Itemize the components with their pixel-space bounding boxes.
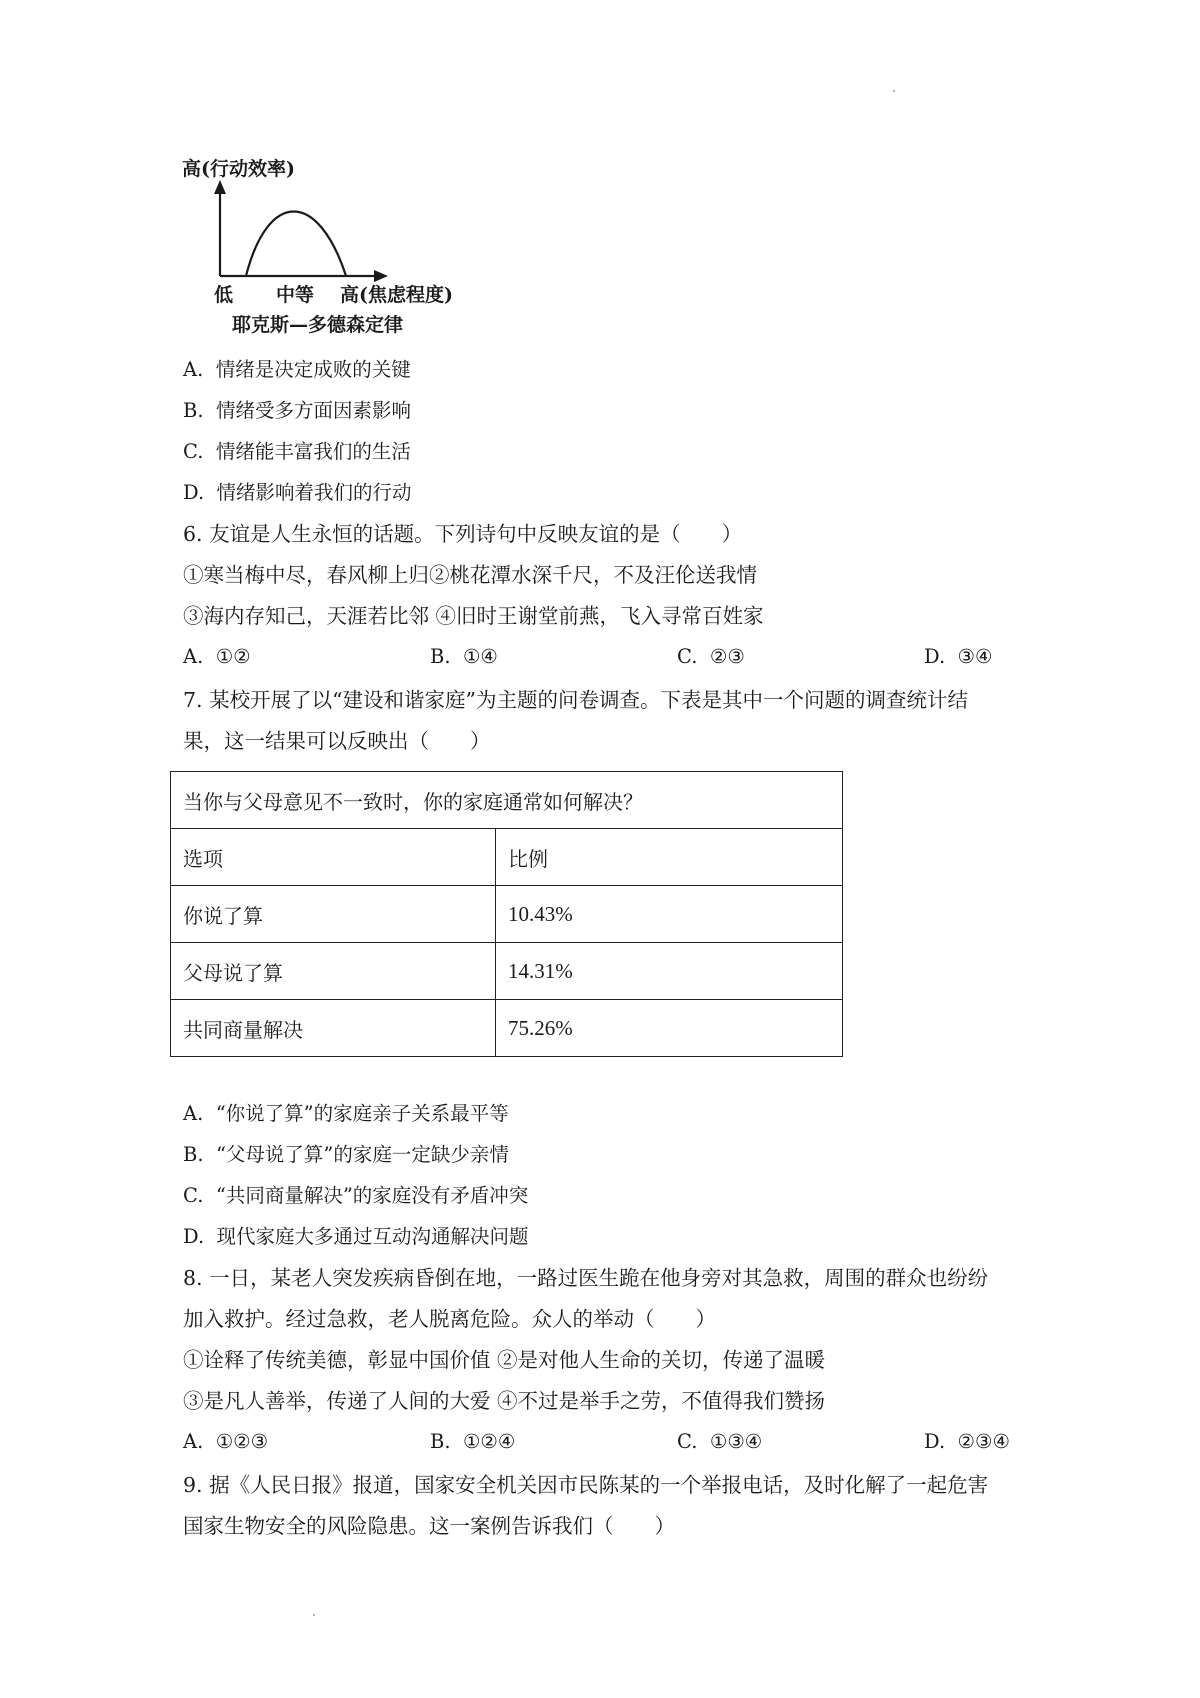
q5-option-b [183,397,411,425]
choice-letter: B. [430,1430,451,1453]
q8-choice-d [924,1428,1010,1456]
table-header-ratio: 比例 [496,829,843,886]
q5-option-d [183,479,412,507]
option-letter: A. [183,1102,204,1125]
choice-letter: B. [430,645,451,668]
choice-text: ①② [215,645,251,668]
option-text: 情绪能丰富我们的生活 [215,440,411,463]
figure-y-axis-label: 高(行动效率) [182,158,295,180]
q9-stem-line-1: 9. 据《人民日报》报道，国家安全机关因市民陈某的一个举报电话，及时化解了一起危害 [183,1473,989,1497]
q7-option-a [183,1100,509,1128]
figure-caption: 耶克斯—多德森定律 [232,314,404,336]
option-text: 情绪影响着我们的行动 [216,481,412,504]
choice-text: ①③④ [709,1430,763,1453]
choice-letter: A. [183,645,204,668]
yerkes-dodson-figure [180,150,500,340]
option-text: “父母说了算”的家庭一定缺少亲情 [215,1143,509,1166]
option-letter: C. [183,440,204,463]
table-cell-option: 父母说了算 [171,943,496,1000]
table-cell-ratio: 10.43% [496,886,843,943]
choice-letter: D. [924,1430,946,1453]
choice-text: ③④ [957,645,993,668]
table-question-row [171,772,843,829]
q6-statement-line-1: ①寒当梅中尽，春风柳上归②桃花潭水深千尺，不及汪伦送我情 [183,563,757,587]
choice-letter: C. [677,645,698,668]
q7-stem-line-2: 果，这一结果可以反映出（ ） [183,729,491,753]
q8-choice-c [677,1428,762,1456]
q8-stem-line-1: 8. 一日，某老人突发疾病昏倒在地，一路过医生跪在他身旁对其急救，周围的群众也纷纷 [183,1266,989,1290]
q5-option-a [183,356,411,384]
q6-choice-a [183,643,251,671]
choice-letter: D. [924,645,946,668]
scan-speck [313,1614,315,1616]
q5-option-c [183,438,411,466]
table-header-option: 选项 [171,829,496,886]
q7-option-b [183,1141,509,1169]
q6-choice-c [677,643,745,671]
option-letter: B. [183,1143,204,1166]
survey-table [170,771,843,1057]
choice-text: ②③④ [957,1430,1010,1453]
option-text: 现代家庭大多通过互动沟通解决问题 [216,1225,529,1248]
choice-letter: C. [677,1430,698,1453]
x-axis-arrow [374,270,388,282]
choice-text: ①②③ [215,1430,269,1453]
q8-choice-a [183,1428,268,1456]
table-header-row [171,829,843,886]
x-label-medium: 中等 [276,284,315,306]
option-letter: A. [183,358,204,381]
option-text: 情绪是决定成败的关键 [215,358,411,381]
q8-stem-line-2: 加入救护。经过急救，老人脱离危险。众人的举动（ ） [183,1307,716,1331]
option-letter: D. [183,1225,205,1248]
choice-letter: A. [183,1430,204,1453]
table-row [171,943,843,1000]
table-row [171,1000,843,1057]
option-text: “共同商量解决”的家庭没有矛盾冲突 [215,1184,529,1207]
y-axis-arrow [214,180,226,194]
option-letter: D. [183,481,205,504]
choice-text: ①④ [462,645,498,668]
x-label-high: 高(焦虑程度) [340,284,453,306]
x-label-low: 低 [214,284,234,306]
table-cell-option: 共同商量解决 [171,1000,496,1057]
q8-choice-b [430,1428,515,1456]
option-letter: B. [183,399,204,422]
q6-stem: 6. 友谊是人生永恒的话题。下列诗句中反映友谊的是（ ） [183,522,743,546]
q6-choice-b [430,643,498,671]
option-letter: C. [183,1184,204,1207]
q9-stem-line-2: 国家生物安全的风险隐患。这一案例告诉我们（ ） [183,1514,675,1538]
table-question: 当你与父母意见不一致时，你的家庭通常如何解决？ [171,772,843,829]
q7-option-c [183,1182,528,1210]
q8-statement-line-2: ③是凡人善举，传递了人间的大爱 ④不过是举手之劳，不值得我们赞扬 [183,1389,826,1413]
q8-statement-line-1: ①诠释了传统美德，彰显中国价值 ②是对他人生命的关切，传递了温暖 [183,1348,826,1372]
choice-text: ①②④ [462,1430,516,1453]
q6-choice-d [924,643,993,671]
efficiency-curve [246,212,346,277]
table-cell-ratio: 14.31% [496,943,843,1000]
q7-option-d [183,1223,529,1251]
q7-stem-line-1: 7. 某校开展了以“建设和谐家庭”为主题的问卷调查。下表是其中一个问题的调查统计结 [183,688,969,712]
table-row [171,886,843,943]
scan-speck [893,90,895,92]
table-cell-option: 你说了算 [171,886,496,943]
q6-statement-line-2: ③海内存知己，天涯若比邻 ④旧时王谢堂前燕，飞入寻常百姓家 [183,604,764,628]
choice-text: ②③ [709,645,745,668]
option-text: 情绪受多方面因素影响 [215,399,411,422]
option-text: “你说了算”的家庭亲子关系最平等 [215,1102,509,1125]
table-cell-ratio: 75.26% [496,1000,843,1057]
